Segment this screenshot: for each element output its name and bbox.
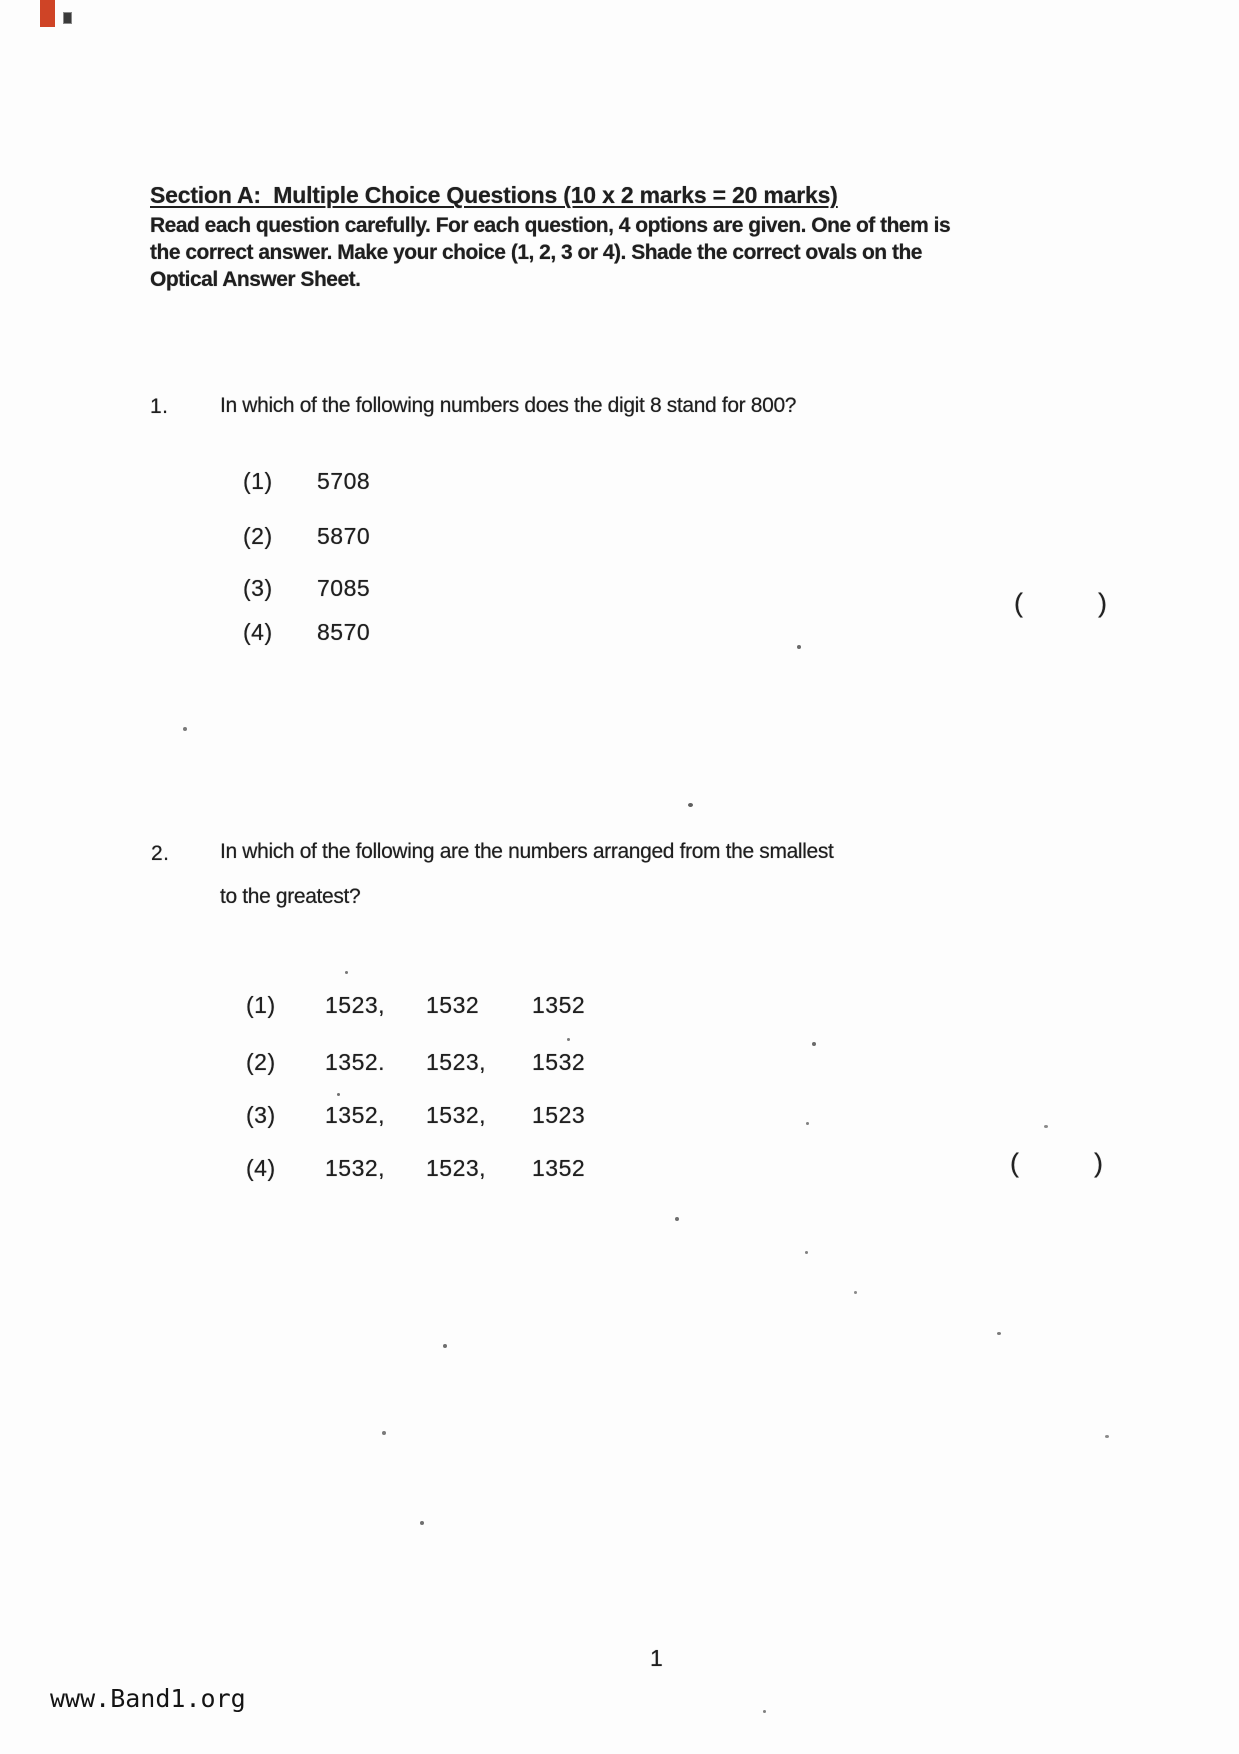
option-row [246, 1102, 585, 1129]
scan-speck [1105, 1435, 1109, 1438]
instruction-line: Read each question carefully. For each question, 4 options are given. One of them is [150, 214, 951, 237]
answer-paren-close: ) [1098, 588, 1107, 618]
option-value: 5870 [317, 523, 371, 549]
option-label: (1) [246, 992, 276, 1018]
scan-speck [382, 1431, 386, 1435]
option-value: 7085 [317, 575, 371, 601]
scan-speck [812, 1042, 816, 1046]
scan-speck [805, 1251, 808, 1254]
scan-speck [337, 1093, 340, 1096]
page-number: 1 [650, 1645, 663, 1671]
scan-speck [763, 1710, 766, 1713]
website-watermark: www.Band1.org [50, 1684, 246, 1713]
instruction-line: the correct answer. Make your choice (1, 2, 3 or 4). Shade the correct ovals on the [150, 241, 922, 264]
option-label: (3) [243, 575, 273, 601]
option-value: 1352 [532, 992, 586, 1018]
option-label: (1) [243, 468, 273, 494]
option-row [246, 1049, 585, 1076]
question-text: In which of the following are the numbers arranged from the smallest [220, 840, 834, 863]
scan-speck [345, 971, 348, 974]
scan-speck [443, 1344, 447, 1348]
option-value: 5708 [317, 468, 371, 494]
option-value: 1532, [325, 1155, 386, 1181]
option-value: 1352 [532, 1155, 586, 1181]
option-label: (3) [246, 1102, 276, 1128]
scan-speck [688, 803, 693, 807]
answer-paren-open: ( [1014, 588, 1023, 618]
option-value: 1532 [426, 992, 480, 1018]
option-value: 1523, [426, 1155, 487, 1181]
option-label: (4) [246, 1155, 276, 1181]
question-text: to the greatest? [220, 885, 361, 908]
option-label: (2) [246, 1049, 276, 1075]
option-value: 1352, [325, 1102, 386, 1128]
option-row [243, 575, 370, 602]
scan-speck [806, 1122, 809, 1125]
option-value: 1352. [325, 1049, 386, 1075]
option-label: (2) [243, 523, 273, 549]
option-row [243, 468, 370, 495]
scan-speck [420, 1521, 424, 1525]
question-number: 1. [150, 395, 169, 418]
section-title: Section A: Multiple Choice Questions (10 x 2 marks = 20 marks) [150, 182, 838, 208]
option-row [243, 619, 370, 646]
option-value: 1532, [426, 1102, 487, 1128]
scan-speck [183, 727, 187, 731]
answer-paren-open: ( [1010, 1148, 1019, 1178]
section-header [150, 182, 1050, 293]
option-row [246, 992, 585, 1019]
scan-speck [567, 1038, 570, 1041]
option-row [246, 1155, 585, 1182]
question-text: In which of the following numbers does the digit 8 stand for 800? [220, 394, 797, 417]
scan-speck [1044, 1125, 1048, 1128]
option-row [243, 523, 370, 550]
option-value: 8570 [317, 619, 371, 645]
scan-speck [854, 1291, 857, 1294]
scan-speck [797, 645, 801, 649]
question-number: 2. [151, 842, 170, 865]
option-value: 1523 [532, 1102, 586, 1128]
scan-speck [997, 1332, 1001, 1335]
option-value: 1532 [532, 1049, 586, 1075]
option-value: 1523, [325, 992, 386, 1018]
scan-speck [675, 1217, 679, 1221]
instruction-line: Optical Answer Sheet. [150, 268, 361, 291]
option-value: 1523, [426, 1049, 487, 1075]
answer-paren-close: ) [1094, 1148, 1103, 1178]
scan-edge-mark [40, 0, 55, 27]
scan-artifact-square [63, 12, 72, 24]
option-label: (4) [243, 619, 273, 645]
